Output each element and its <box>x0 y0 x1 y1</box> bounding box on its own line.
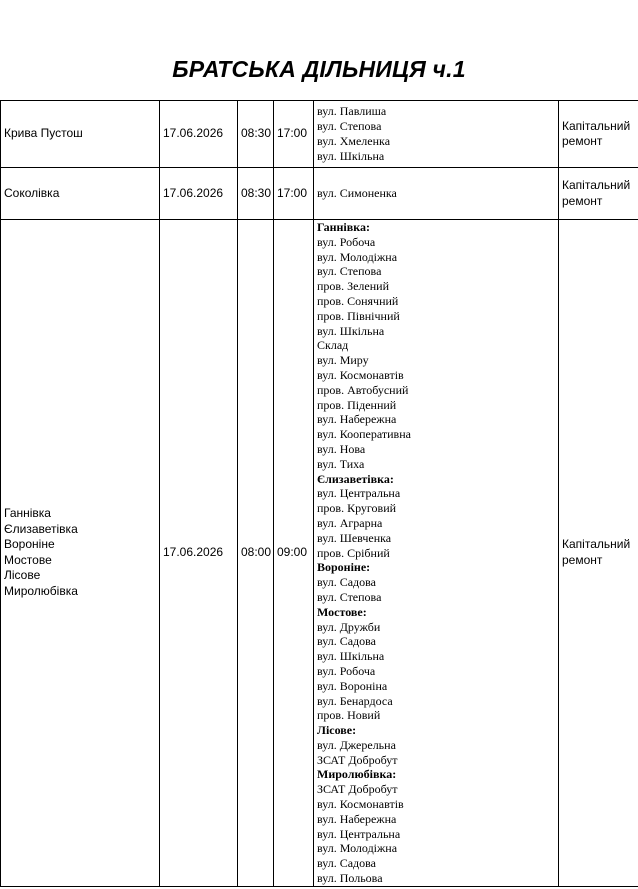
locality-cell <box>1 220 160 887</box>
street-name: ЗСАТ Добробут <box>317 782 398 797</box>
street-name: вул. Павлиша <box>317 104 387 119</box>
street-name: Склад <box>317 338 349 353</box>
locality-name: Соколівка <box>4 185 60 200</box>
locality-name: Ганнівка <box>4 506 51 521</box>
locality-name: Вороніне <box>4 537 55 552</box>
start-time-cell: 08:30 <box>238 168 274 220</box>
locality-name: Крива Пустош <box>4 126 83 141</box>
street-name: ЗСАТ Добробут <box>317 752 398 767</box>
street-name: вул. Степова <box>317 264 382 279</box>
work-type-cell: Капітальний ремонт <box>559 220 638 887</box>
locality-cell <box>1 101 160 168</box>
page-title: БРАТСЬКА ДІЛЬНИЦЯ ч.1 <box>172 56 466 82</box>
street-name: вул. Джерельна <box>317 737 396 752</box>
start-time-cell: 08:00 <box>238 220 274 887</box>
locality-name: Єлизаветівка <box>4 521 78 536</box>
street-name: вул. Космонавтів <box>317 797 404 812</box>
street-name: вул. Шевченка <box>317 530 392 545</box>
street-name: вул. Садова <box>317 575 376 590</box>
street-name: вул. Тиха <box>317 456 365 471</box>
street-name: вул. Миру <box>317 353 369 368</box>
street-name: вул. Набережна <box>317 412 397 427</box>
end-time-cell: 17:00 <box>274 168 314 220</box>
end-time-cell: 17:00 <box>274 101 314 168</box>
date-cell: 17.06.2026 <box>160 101 238 168</box>
street-name: пров. Піденний <box>317 397 397 412</box>
start-time-cell: 08:30 <box>238 101 274 168</box>
street-name: пров. Північний <box>317 308 400 323</box>
street-name: вул. Вороніна <box>317 678 388 693</box>
outage-schedule-table <box>0 100 638 887</box>
locality-header: Єлизаветівка: <box>317 471 394 486</box>
street-name: вул. Шкільна <box>317 148 385 163</box>
street-name: пров. Зелений <box>317 279 390 294</box>
street-name: вул. Робоча <box>317 663 376 678</box>
street-name: вул. Дружби <box>317 619 381 634</box>
street-name: вул. Набережна <box>317 811 397 826</box>
locality-header: Лісове: <box>317 723 357 738</box>
street-name: вул. Космонавтів <box>317 367 404 382</box>
street-name: вул. Центральна <box>317 826 401 841</box>
street-name: вул. Степова <box>317 119 382 134</box>
locality-name: Лісове <box>4 568 41 583</box>
street-name: вул. Центральна <box>317 486 401 501</box>
date-cell: 17.06.2026 <box>160 220 238 887</box>
street-name: пров. Новий <box>317 708 381 723</box>
street-name: пров. Автобусний <box>317 382 409 397</box>
work-type-cell: Капітальний ремонт <box>559 101 638 168</box>
street-name: вул. Степова <box>317 589 382 604</box>
street-name: вул. Хмеленка <box>317 134 391 148</box>
locality-header: Вороніне: <box>317 560 371 575</box>
street-name: вул. Шкільна <box>317 323 385 338</box>
street-name: вул. Садова <box>317 634 376 649</box>
streets-cell <box>314 168 559 220</box>
street-name: пров. Сонячний <box>317 293 399 308</box>
streets-cell <box>314 220 559 887</box>
table-row <box>1 220 638 887</box>
streets-cell <box>314 101 559 168</box>
locality-name: Мостове <box>4 552 52 567</box>
locality-header: Мостове: <box>317 604 367 619</box>
table-row <box>1 168 638 220</box>
street-name: пров. Круговий <box>317 501 397 516</box>
locality-name: Миролюбівка <box>4 583 78 598</box>
street-name: вул. Молодіжна <box>317 249 398 264</box>
street-name: вул. Робоча <box>317 234 376 249</box>
date-cell: 17.06.2026 <box>160 168 238 220</box>
street-name: вул. Молодіжна <box>317 841 398 856</box>
street-name: вул. Шкільна <box>317 649 385 664</box>
table-row <box>1 101 638 168</box>
end-time-cell: 09:00 <box>274 220 314 887</box>
street-name: вул. Аграрна <box>317 515 383 530</box>
street-name: вул. Симоненка <box>317 186 397 201</box>
locality-cell <box>1 168 160 220</box>
street-name: вул. Бенардоса <box>317 693 393 708</box>
street-name: вул. Кооперативна <box>317 427 411 442</box>
street-name: вул. Садова <box>317 856 376 871</box>
locality-header: Ганнівка: <box>317 220 370 234</box>
street-name: вул. Нова <box>317 441 366 456</box>
street-name: вул. Польова <box>317 871 383 886</box>
street-name: пров. Срібний <box>317 545 390 560</box>
work-type-cell: Капітальний ремонт <box>559 168 638 220</box>
locality-header: Миролюбівка: <box>317 767 397 782</box>
